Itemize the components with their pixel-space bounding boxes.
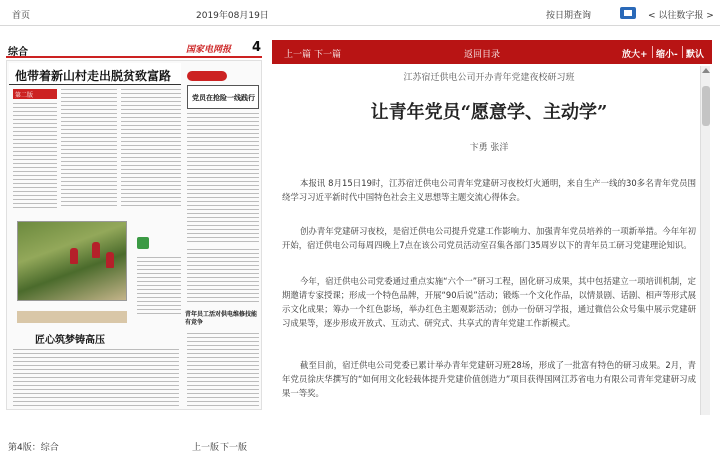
- article-reader: [272, 38, 712, 415]
- top-bar: [0, 0, 720, 26]
- archive-link[interactable]: < 以往数字报 >: [648, 11, 714, 21]
- article-body: [282, 68, 696, 413]
- toolbar-divider: [652, 46, 653, 58]
- thumb-text-column: [13, 349, 179, 407]
- thumb-green-badge: [137, 237, 149, 249]
- article-paragraph: 今年，宿迁供电公司党委通过重点实施“六个一”研习工程，固化研习成果，其中包括建立一项培训机制，定期邀请专家授课；形成一个特色品牌，开展“90后说”活动；锻炼一个文化作品，以情景剧、话剧、相声等形式展示文化成果；筹办一个红色影场，举办红色主题观影活动；创办一份研习学报，通过微信公众号集中展示党建研习成果等，逐步形成开放式、互动式、研究式、共享式的青年党建工作新模式。: [282, 276, 696, 328]
- current-page-label: 第4版：综合: [8, 443, 59, 453]
- next-page-link[interactable]: 下一版: [220, 443, 248, 453]
- thumb-right-article[interactable]: [187, 85, 259, 109]
- page-footer: [0, 437, 266, 453]
- thumb-tag-text: 第二版: [15, 92, 34, 99]
- thumb-headline-text: 他带着新山村走出脱贫致富路: [15, 69, 172, 83]
- home-link[interactable]: 首页: [12, 11, 31, 21]
- back-to-contents-button[interactable]: 返回目录: [464, 50, 501, 60]
- thumb-bottom-headline[interactable]: 匠心筑梦铸高压: [35, 335, 105, 346]
- page-thumbnail[interactable]: [6, 60, 262, 410]
- article-toolbar: [272, 40, 712, 64]
- page-header: [6, 40, 262, 58]
- article-authors: 卞勇 张洋: [469, 143, 509, 153]
- article-scrollbar[interactable]: [700, 66, 710, 415]
- article-paragraph: 截至目前，宿迁供电公司党委已累计举办青年党建研习班28场，形成了一批富有特色的研习成果。2月，青年党员徐庆华撰写的“如何用文化轻载体提升党建价值创造力”项目获得国网江苏省电力有限公司青年党建研习成果一等奖。: [282, 360, 696, 398]
- article-kicker: 江苏宿迁供电公司开办青年党建夜校研习班: [403, 73, 575, 83]
- thumb-headline[interactable]: [9, 63, 181, 85]
- thumb-text-column: [187, 113, 259, 243]
- thumb-photo-figure: [92, 242, 100, 258]
- prev-article-button[interactable]: 上一篇: [284, 50, 312, 60]
- page-name: 综合: [8, 47, 28, 58]
- issue-date: 2019年08月19日: [196, 11, 269, 21]
- scroll-up-arrow-icon[interactable]: [702, 68, 710, 73]
- scrollbar-thumb[interactable]: [702, 86, 710, 126]
- thumb-text-column: [121, 89, 181, 209]
- thumb-right-logo: [187, 71, 227, 81]
- article-title: 让青年党员“愿意学、主动学”: [370, 102, 608, 123]
- thumb-caption-strip: [17, 311, 127, 323]
- thumb-text-column: [187, 249, 259, 305]
- article-paragraph: 创办青年党建研习夜校，是宿迁供电公司提升党建工作影响力、加强青年党员培养的一项新举措。今年年初开始，宿迁供电公司每周四晚上7点在该公司党员活动室召集各部门35周岁以下的青年员工研习党建理论知识。: [282, 226, 696, 250]
- thumb-photo-figure: [106, 252, 114, 268]
- thumb-text-column: [61, 89, 117, 209]
- zoom-in-button[interactable]: 放大+: [622, 50, 648, 60]
- thumb-tag: [13, 89, 57, 99]
- date-query-label[interactable]: 按日期查询: [546, 11, 592, 21]
- default-size-button[interactable]: 默认: [686, 50, 705, 60]
- newspaper-logo: 国家电网报: [186, 45, 232, 55]
- page-preview-panel: [0, 38, 266, 453]
- thumb-text-column: [13, 103, 57, 209]
- prev-page-link[interactable]: 上一版: [192, 443, 220, 453]
- calendar-icon[interactable]: [620, 7, 636, 19]
- thumb-photo[interactable]: [17, 221, 127, 301]
- thumb-right-article-text: 党员在抢险一线践行: [192, 93, 255, 102]
- article-paragraph: 本报讯 8月15日19时，江苏宿迁供电公司青年党建研习夜校灯火通明，来自生产一线的30多名青年党员围绕学习习近平新时代中国特色社会主义思想等主题交流心得体会。: [282, 178, 696, 202]
- thumb-text-column: [187, 333, 259, 407]
- thumb-right-headline[interactable]: 青年员工活对供电维修技能有竞争: [185, 311, 258, 326]
- toolbar-divider: [682, 46, 683, 58]
- next-article-button[interactable]: 下一篇: [314, 50, 342, 60]
- zoom-out-button[interactable]: 缩小-: [656, 50, 678, 60]
- page-number: 4: [252, 40, 262, 55]
- thumb-photo-figure: [70, 248, 78, 264]
- thumb-text-column: [137, 257, 181, 317]
